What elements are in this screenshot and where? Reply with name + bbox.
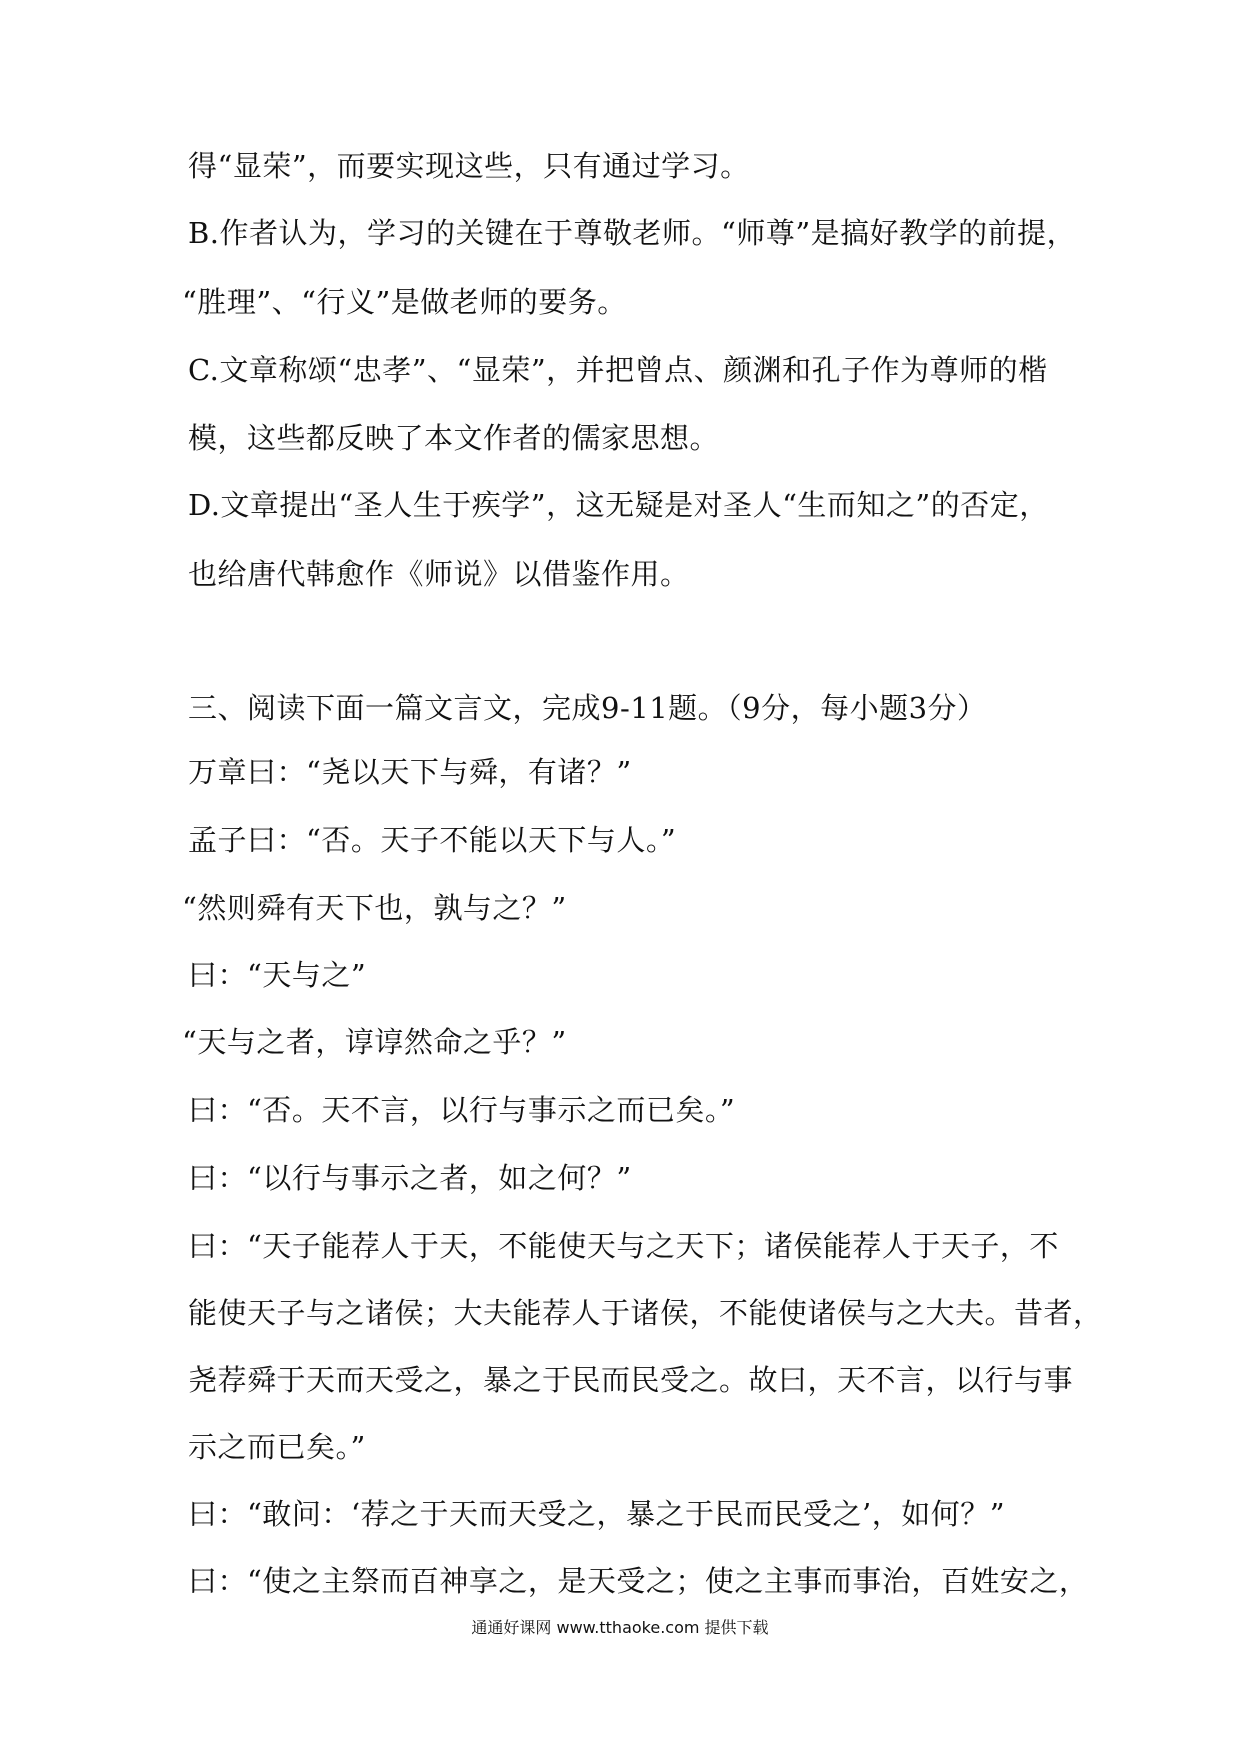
passage-line: 曰：“天子能荐人于天，不能使天与之天下；诸侯能荐人于天子，不 — [188, 1229, 1059, 1263]
passage-line: 曰：“以行与事示之者，如之何？” — [188, 1161, 632, 1195]
passage-line: 孟子曰：“否。天子不能以天下与人。” — [188, 823, 677, 857]
passage-line: 能使天子与之诸侯；大夫能荐人于诸侯，不能使诸侯与之大夫。昔者， — [188, 1296, 1103, 1330]
option-a-continuation: 得“显荣”，而要实现这些，只有通过学习。 — [188, 149, 750, 183]
passage-line: 万章曰：“尧以天下与舜，有诸？” — [188, 755, 632, 789]
passage-line: “然则舜有天下也，孰与之？” — [182, 891, 567, 925]
passage-line: 曰：“使之主祭而百神享之，是天受之；使之主事而事治，百姓安之， — [188, 1564, 1089, 1598]
passage-line: 尧荐舜于天而天受之，暴之于民而民受之。故曰，天不言，以行与事 — [188, 1363, 1074, 1397]
option-c-line-1: C.文章称颂“忠孝”、“显荣”，并把曾点、颜渊和孔子作为尊师的楷 — [188, 353, 1048, 387]
option-c-line-2: 模，这些都反映了本文作者的儒家思想。 — [188, 421, 720, 455]
option-b-line-2: “胜理”、“行义”是做老师的要务。 — [182, 285, 627, 319]
page-footer: 通通好课网 www.tthaoke.com 提供下载 — [471, 1618, 769, 1637]
passage-line: “天与之者，谆谆然命之乎？” — [182, 1025, 567, 1059]
option-d-line-2: 也给唐代韩愈作《师说》以借鉴作用。 — [188, 557, 690, 591]
option-d-line-1: D.文章提出“圣人生于疾学”，这无疑是对圣人“生而知之”的否定， — [188, 488, 1049, 522]
passage-line: 曰：“否。天不言，以行与事示之而已矣。” — [188, 1093, 736, 1127]
option-b-line-1: B.作者认为，学习的关键在于尊敬老师。“师尊”是搞好教学的前提， — [188, 216, 1077, 250]
passage-line: 曰：“敢问：‘荐之于天而天受之，暴之于民而民受之’，如何？” — [188, 1497, 1006, 1531]
passage-line: 示之而已矣。” — [188, 1430, 366, 1464]
passage-line: 曰：“天与之” — [188, 958, 367, 992]
section-heading: 三、阅读下面一篇文言文，完成9-11题。（9分，每小题3分） — [188, 691, 987, 725]
